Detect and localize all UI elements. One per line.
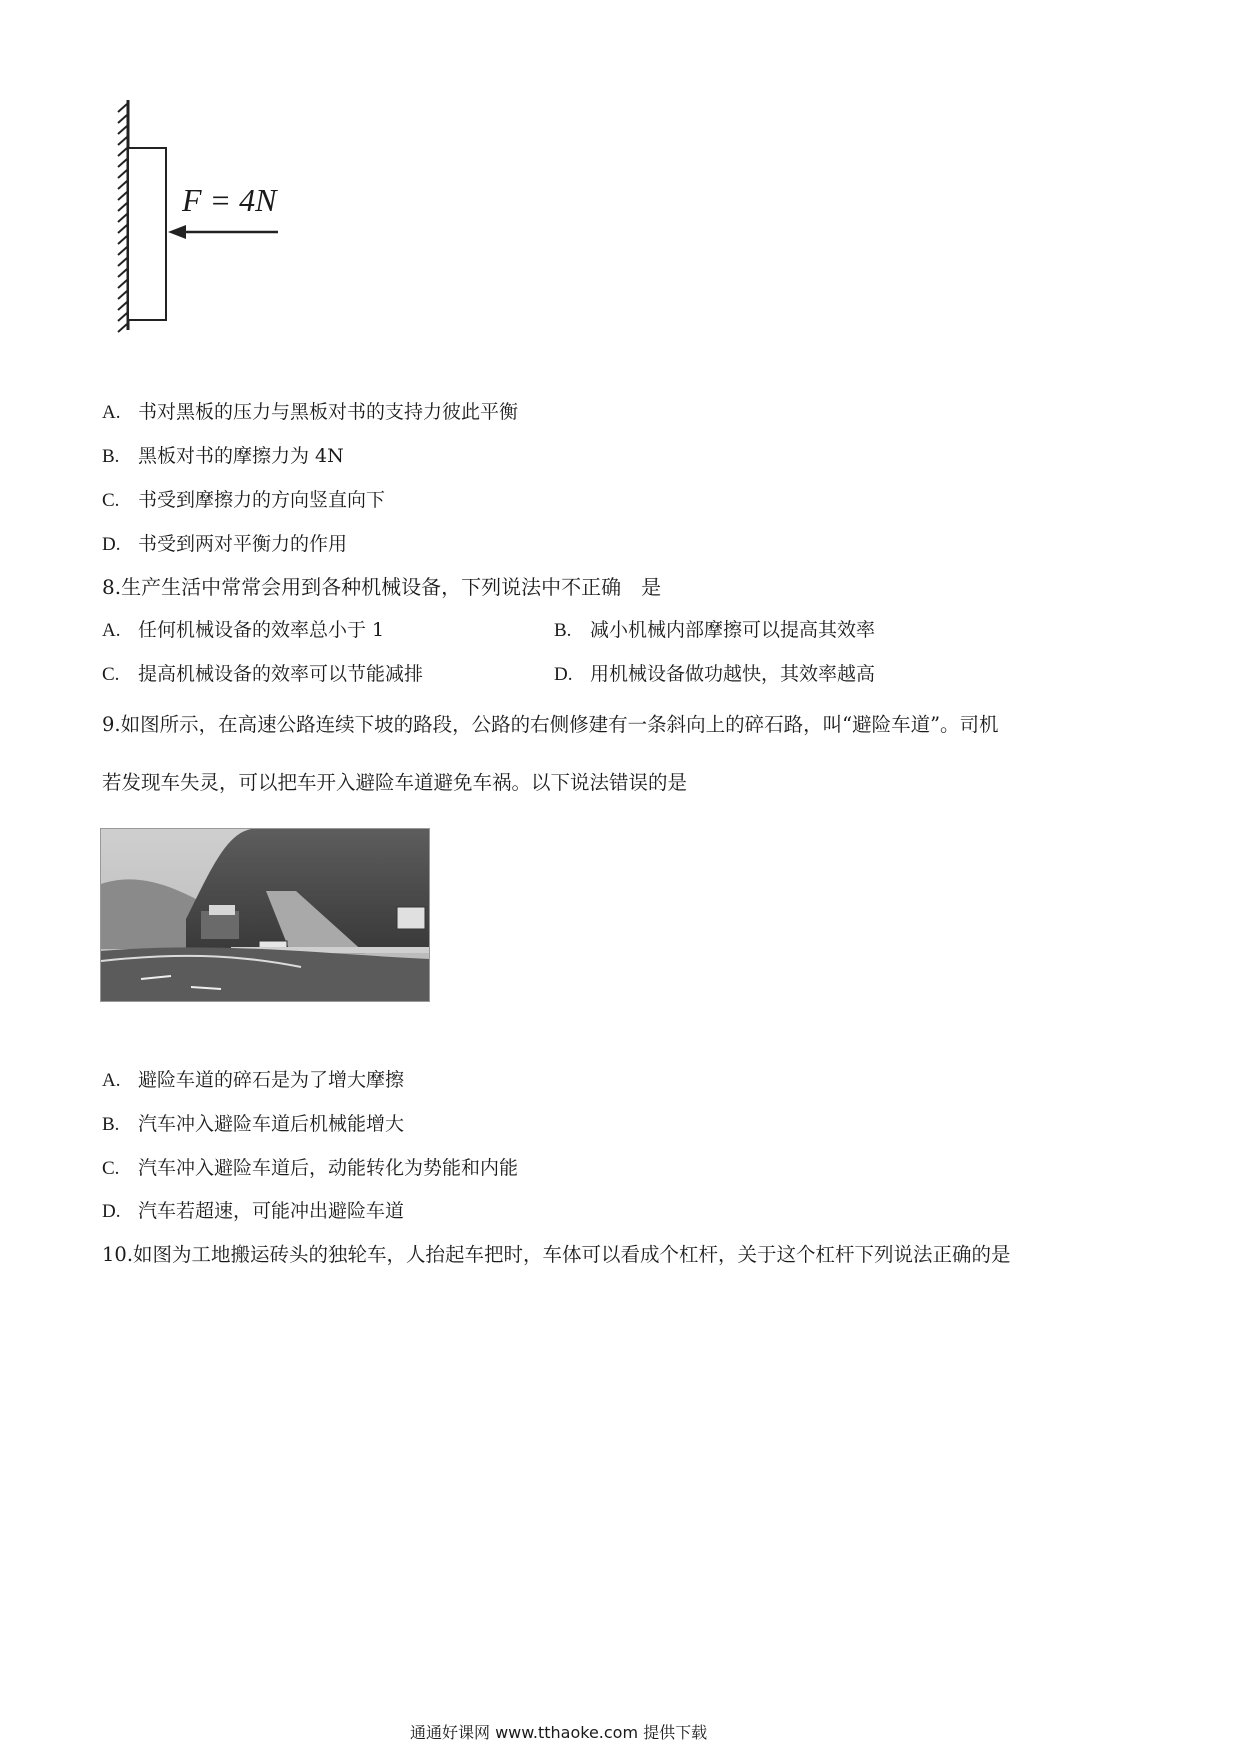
q7-option-a: A. 书对黑板的压力与黑板对书的支持力彼此平衡 [102,401,519,423]
wall-hatch-mark [118,269,127,277]
wall-hatch-mark [118,214,127,222]
wall-hatch-mark [118,104,127,112]
q7-option-b: B. 黑板对书的摩擦力为 4N [102,445,344,467]
q8-option-d: D. 用机械设备做功越快，其效率越高 [554,663,876,685]
wall-hatch-mark [118,236,127,244]
q9-option-d: D. 汽车若超速，可能冲出避险车道 [102,1200,405,1222]
wall-hatch-mark [118,291,127,299]
force-label: F = 4N [182,182,277,218]
q8-stem: 8.生产生活中常常会用到各种机械设备，下列说法中不正确 是 [102,575,662,599]
wall-hatch-mark [118,247,127,255]
wall-hatch-mark [118,280,127,288]
q9-option-b: B. 汽车冲入避险车道后机械能增大 [102,1113,405,1135]
wall-hatch-mark [118,115,127,123]
wall-hatch-mark [118,159,127,167]
book-wall-diagram [110,100,330,340]
q8-option-c: C. 提高机械设备的效率可以节能减排 [102,663,424,685]
wall-hatch-mark [118,126,127,134]
q7-option-d: D. 书受到两对平衡力的作用 [102,533,348,555]
q9-stem-line2: 若发现车失灵，可以把车开入避险车道避免车祸。以下说法错误的是 [102,771,688,794]
wall-hatch-mark [118,137,127,145]
wall-hatch-mark [118,324,127,332]
q8-option-a: A. 任何机械设备的效率总小于 1 [102,619,385,641]
wall-hatch-mark [118,192,127,200]
book-wall-figure [110,100,330,340]
footer-source: 通通好课网 www.tthaoke.com 提供下载 [410,1723,708,1742]
q10-stem: 10.如图为工地搬运砖头的独轮车，人抬起车把时，车体可以看成个杠杆，关于这个杠杆下列说法正确的是 [102,1243,1011,1266]
wall-hatch-mark [118,181,127,189]
q9-option-a: A. 避险车道的碎石是为了增大摩擦 [102,1069,405,1091]
wall-hatch-mark [118,170,127,178]
q9-option-c: C. 汽车冲入避险车道后，动能转化为势能和内能 [102,1157,519,1179]
wall-hatch-mark [118,203,127,211]
wall-hatch-mark [118,225,127,233]
escape-ramp-photo [100,828,430,1002]
wall-hatch-mark [118,148,127,156]
q9-stem-line1: 9.如图所示，在高速公路连续下坡的路段，公路的右侧修建有一条斜向上的碎石路，叫“避险车道”。司机 [102,713,999,736]
wall-hatch-mark [118,313,127,321]
wall-hatch-mark [118,258,127,266]
wall-hatch-mark [118,302,127,310]
q8-option-b: B. 减小机械内部摩擦可以提高其效率 [554,619,876,641]
q7-option-c: C. 书受到摩擦力的方向竖直向下 [102,489,386,511]
